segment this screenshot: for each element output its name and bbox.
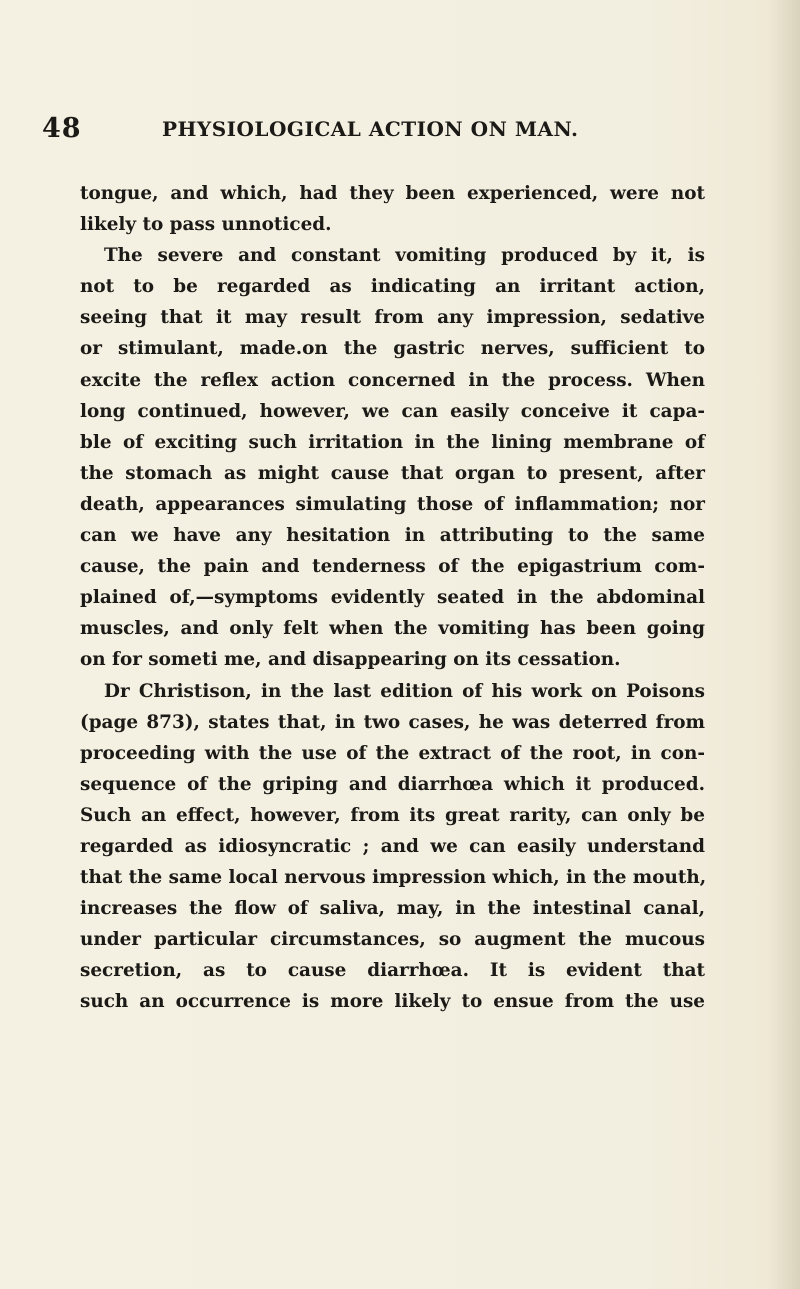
text-line: or stimulant, made.on the gastric nerves, sufficient to — [80, 338, 705, 360]
body-text — [80, 178, 705, 1018]
text-line: such an occurrence is more likely to ensue from the use — [80, 991, 705, 1013]
text-line: increases the flow of saliva, may, in the intestinal canal, — [80, 898, 705, 920]
text-line: plained of,—symptoms evidently seated in the abdominal — [80, 587, 705, 609]
text-line: death, appearances simulating those of inflammation; nor — [80, 493, 705, 515]
text-line: on for someti me, and disappearing on its cessation. — [80, 649, 621, 671]
text-line: muscles, and only felt when the vomiting has been going — [80, 618, 705, 640]
text-line: sequence of the griping and diarrhœa which it produced. — [80, 773, 705, 795]
text-line: cause, the pain and tenderness of the epigastrium com- — [80, 556, 705, 578]
text-line: Such an effect, however, from its great rarity, can only be — [80, 804, 705, 826]
text-line: that the same local nervous impression which, in the mouth, — [80, 867, 707, 889]
text-line: excite the reflex action concerned in the process. When — [80, 369, 705, 391]
text-line: (page 873), states that, in two cases, he was deterred from — [80, 711, 705, 733]
text-line: likely to pass unnoticed. — [80, 214, 332, 236]
running-head: PHYSIOLOGICAL ACTION ON MAN. — [162, 117, 579, 141]
text-line: Dr Christison, in the last edition of his work on Poisons — [104, 680, 705, 702]
text-line: not to be regarded as indicating an irritant action, — [80, 276, 705, 298]
text-line: can we have any hesitation in attributing to the same — [80, 525, 705, 547]
text-line: proceeding with the use of the extract of the root, in con- — [80, 742, 705, 764]
page-header — [42, 113, 762, 153]
page-number: 48 — [42, 113, 82, 144]
text-line: the stomach as might cause that organ to present, after — [80, 462, 705, 484]
text-line: under particular circumstances, so augment the mucous — [80, 929, 705, 951]
text-line: tongue, and which, had they been experienced, were not — [80, 183, 705, 204]
text-line: long continued, however, we can easily conceive it capa- — [80, 400, 705, 422]
text-line: seeing that it may result from any impression, sedative — [80, 307, 705, 329]
text-line: The severe and constant vomiting produced by it, is — [104, 245, 705, 267]
text-line: ble of exciting such irritation in the lining membrane of — [80, 431, 705, 453]
text-line: secretion, as to cause diarrhœa. It is evident that — [80, 960, 705, 982]
text-line: regarded as idiosyncratic ; and we can easily understand — [80, 835, 705, 857]
